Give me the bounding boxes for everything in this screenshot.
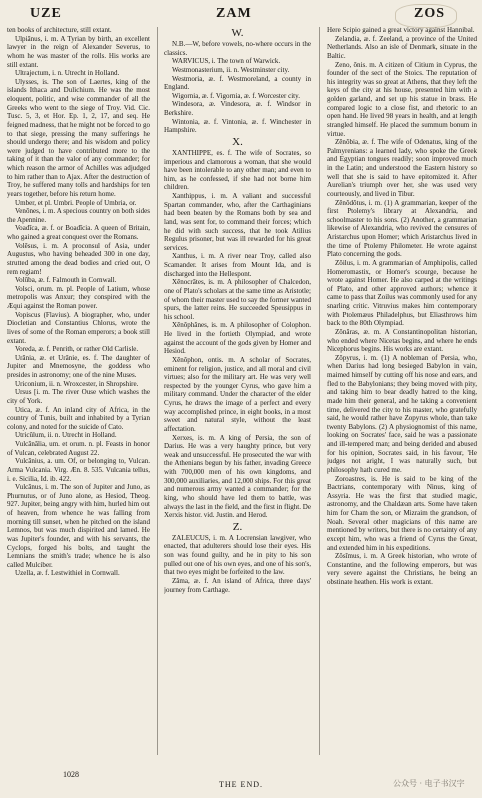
dictionary-entry: Ulpiānus, i. m. A Tyrian by birth, an excellent lawyer in the reign of Alexander Severus, to whom he was master of the rolls. His works are still extant. bbox=[7, 34, 150, 69]
library-stamp bbox=[395, 4, 457, 28]
dictionary-entry: Zōnăras, æ. m. A Constantinopolitan historian, who ended where Nicetas begins, and where he ends Nicephorus begins. His works are extant. bbox=[327, 327, 477, 354]
column-2 bbox=[164, 26, 311, 766]
dictionary-entry: Zōpyrus, i. m. (1) A nobleman of Persia, who, when Darius had long besieged Babylon in vain, maimed himself by cutting off his nose and ears, and fled to the Babylonians; they being moved with pity, and taking him to bear deadly hatred to the king, made him their general, and he taking a convenient time, delivered the city to his master, who gratefully said, he would rather have Zopyrus whole, than take twenty Babylons. (2) A physiognomist of this name, looking on Socrates' face, said he was a passionate and ill-tempered man; and being derided and abused for his opinion, Socrates said, in his favour, 'He judges not aright, I was naturally such, but philosophy hath cured me. bbox=[327, 353, 477, 474]
dictionary-entry: Venōnes, i. m. A specious country on both sides the Apennine. bbox=[7, 207, 150, 224]
dictionary-entry: Voadīca, æ. f. or Boadīcia. A queen of Britain, who gained a great conquest over the Romans. bbox=[7, 224, 150, 241]
dictionary-entry: Volsci, orum. m. pl. People of Latium, whose metropolis was Anxur; they conspired with the Æqui against the Roman power. bbox=[7, 284, 150, 310]
dictionary-entry: N.B.—W, before vowels, no-where occurs in the classics. bbox=[164, 40, 311, 57]
column-divider-2 bbox=[319, 27, 320, 755]
dictionary-entry: Xanthippus, i. m. A valiant and successful Spartan commander, who, after the Carthaginians had been beaten by the Romans both by sea and land, was sent for, to command their forces; which he did with such success, that he took Atilius Regulus prisoner, but was ill rewarded for his great services. bbox=[164, 192, 311, 252]
dictionary-entry: Utica, æ. f. An inland city of Africa, in the country of Tunis, built and inhabited by a Tyrian colony, and noted for the suicide of Cato. bbox=[7, 405, 150, 431]
header-left: UZE bbox=[30, 6, 62, 21]
dictionary-entry: Zōsĭmus, i. m. A Greek historian, who wrote of Constantine, and the following emperors, but was very severe against the Christians, he being an obstinate heathen. His work is extant. bbox=[327, 552, 477, 586]
dictionary-entry: Ultrajectum, i. n. Utrecht in Holland. bbox=[15, 69, 120, 78]
dictionary-entry: Xēnŏphănes, is. m. A philosopher of Colophon. He lived in the fortieth Olympiad, and wrote against the account of the gods given by Homer and Hesiod. bbox=[164, 321, 311, 356]
dictionary-entry: Xēnocrātes, is. m. A philosopher of Chalcedon, one of Plato's scholars at the same time as Aristotle; of whom their master used to say the former wanted spurs, the latter reins. He succeeded Speusippus in his school. bbox=[164, 278, 311, 321]
dictionary-entry: Zăma, æ. f. An island of Africa, three days' journey from Carthage. bbox=[164, 576, 311, 594]
dictionary-entry: Volūba, æ. f. Falmouth in Cornwall. bbox=[15, 276, 117, 285]
dictionary-entry: Xanthus, i. m. A river near Troy, called also Scamander. It arises from Mount Ida, and is discharged into the Hellespont. bbox=[164, 252, 311, 278]
dictionary-entry: Xerxes, is. m. A king of Persia, the son of Darius. He was a very haughty prince, but very weak and unsuccessful. He prosecuted the war with the Athenians begun by his father, invading Greece with 700,000 men of his own kingdoms, and 300,000 auxiliaries, and 12,000 ships. For this great and numerous army wanted a commander; for the king, who should have led them to battle, was always the last in the field, and the first in flight. De Xerxis histor. vid. Justin. and Herod. bbox=[164, 433, 311, 520]
dictionary-entry: Here Scipio gained a great victory against Hannibal. bbox=[327, 26, 475, 34]
page-number: 1028 bbox=[63, 770, 79, 779]
end-mark: THE END. bbox=[219, 780, 263, 789]
dictionary-entry: Volēsus, i. m. A proconsul of Asia, under Augustus, who having beheaded 300 in one day, strutted among the dead bodies and cried out, O rem regiam! bbox=[7, 241, 150, 276]
dictionary-entry: Uriconium, ii. n. Wroxcester, in Shropshire. bbox=[15, 379, 139, 388]
dictionary-entry: WARVICUS, i. The town of Warwick. bbox=[172, 57, 281, 66]
watermark-text: 公众号 · 电子书汉字 bbox=[393, 779, 465, 788]
dictionary-entry: Vopiscus (Flavius). A biographer, who, under Diocletian and Constantius Chlorus, wrote the lives of some of the Roman emperors; a book still extant. bbox=[7, 310, 150, 345]
dictionary-entry: Uzella, æ. f. Lestwithiel in Cornwall. bbox=[15, 569, 120, 578]
dictionary-entry: Voreda, æ. f. Penrith, or rather Old Carlisle. bbox=[15, 345, 139, 354]
dictionary-entry: Westmoria, æ. f. Westmoreland, a county in England. bbox=[164, 74, 311, 92]
dictionary-entry: Xēnŏphon, ontis. m. A scholar of Socrates, eminent for religion, justice, and all moral and civil virtues; also for the military art. He was very well respected by the younger Cyrus, who gave him a military command. Under the character of the elder Cyrus, he draws the image of a perfect and every way accomplished prince, in eight books, in a most sweet and natural style, without the least affectation. bbox=[164, 355, 311, 433]
dictionary-entry: Ursus [i. m. The river Ouse which washes the city of York. bbox=[7, 388, 150, 405]
header-center: ZAM bbox=[216, 6, 252, 21]
section-letter: X. bbox=[232, 135, 243, 148]
dictionary-entry: XANTHIPPE, es. f. The wife of Socrates, so imperious and clamorous a woman, that she would have been intolerable to any other man; and even to him, as he confessed, if she had not borne him children. bbox=[164, 148, 311, 192]
dictionary-entry: Vulcānius, a. um. Of, or belonging to, Vulcan. Arma Vulcania. Virg. Æn. 8. 535. Vulcania tellus, i. e. Sicilia, Id. ib. 422. bbox=[7, 457, 150, 483]
column-3 bbox=[327, 26, 477, 766]
header-right: ZOS bbox=[414, 6, 446, 21]
dictionary-entry: Windesora, æ. Vindesora, æ. f. Windsor in Berkshire. bbox=[164, 100, 311, 117]
dictionary-entry: Vulcānālia, um. et orum. n. pl. Feasts in honor of Vulcan, celebrated August 22. bbox=[7, 440, 150, 457]
dictionary-entry: Zeno, ōnis. m. A citizen of Citium in Cyprus, the founder of the sect of the Stoics. The reputation of his integrity was so great at Athens, that they left the keys of the city at his house, presented him with a golden garland, and set up his statue in brass. He compared logic to a close fist, and rhetoric to an open hand. He lived 98 years in health, and at length strangled himself. He placed the summum bonum in virtue. bbox=[327, 60, 477, 138]
section-letter: W. bbox=[231, 27, 244, 39]
dictionary-entry: Wigornia, æ. f. Vigornia, æ. f. Worcester city. bbox=[172, 91, 300, 100]
dictionary-entry: Zōilus, i. m. A grammarian of Amphipolis, called Homeromastix, or Homer's scourge, because he wrote against Homer. He also carped at the writings of Plato, and other approved authors; whence it came to pass that Zoilus was commonly used for any snarling critic. Vitruvius makes him contemporary with Ptolemæus Philadelphus, but Eliasthrows him back to the 80th Olympiad. bbox=[327, 258, 477, 328]
column-divider-1 bbox=[157, 27, 158, 755]
section-letter: Z. bbox=[232, 520, 243, 533]
dictionary-entry: Zoroastres, is. He is said to be king of the Bactrians, contemporary with Ninus, king of Assyria. He was the first that studied magic, astronomy, and the Chaldæan arts. Some have taken him for Cham the son, or Mizraim the grandson, of Noah. Several other magicians of this name are mentioned by writers, but there is no certainty of any except him, who was a friend of Cyrus the Great, and extended him in his expeditions. bbox=[327, 474, 477, 552]
dictionary-entry: Westmonasterium, ii. n. Westminster city. bbox=[172, 65, 290, 74]
column-1 bbox=[7, 26, 150, 766]
dictionary-entry: ZALEUCUS, i. m. A Locrensian lawgiver, who enacted, that adulterers should lose their eyes. His son was found guilty, and he in pity to his son pulled out one of his own eyes, and one of his son's, that two eyes might be forfeited to the law. bbox=[164, 533, 311, 577]
dictionary-entry: Umber, et pl. Umbri. People of Umbria, or. bbox=[15, 198, 137, 207]
dictionary-entry: Zēnŏbia, æ. f. The wife of Odenatus, king of the Palmyrenians: a learned lady, who spoke the Greek and Egyptian tongues readily; soon improved much in the Latin; and understood the Eastern history so well that she is said to have epitomized it. After Aurelian's triumph over her, she was used very courteously, and lived in Tibur. bbox=[327, 138, 477, 198]
dictionary-entry: Zēnŏdŏtus, i. m. (1) A grammarian, keeper of the first Ptolemy's library at Alexandria, and schoolmaster to his sons. (2) Another, a grammarian likewise of Alexandria, who revived the censures of Aristarchus upon Homer; which Aristarchus lived in the time of Ptolemy Philometer. He wrote against Plato concerning the gods. bbox=[327, 198, 477, 259]
dictionary-entry: ten books of architecture, still extant. bbox=[7, 26, 112, 34]
dictionary-entry: Vulcānus, i. m. The son of Jupiter and Juno, as Phurnutus, or of Juno alone, as Hesiod, Theog. 927. Jupiter, being angry with him, hurled him out of heaven, from whence he was falling from morning till sunset, when he pitched on the island Lemnos, but was much dispirited and lamed. He was Jupiter's founder, and with his servants, the Cyclops, forged his bolts, and taught the Lemnians the smith's trade; whence he is also called Mulciber. bbox=[7, 483, 150, 569]
dictionary-entry: Urānia, æ. et Urānie, es. f. The daughter of Jupiter and Mnemosyne, the goddess who presides in astronomy; one of the nine Muses. bbox=[7, 353, 150, 379]
dictionary-entry: Wintonia, æ. f. Vintonia, æ. f. Winchester in Hampshire. bbox=[164, 117, 311, 135]
dictionary-entry: Utricŭlum, ii. n. Utrecht in Holland. bbox=[15, 431, 117, 440]
dictionary-entry: Ulysses, is. The son of Laertes, king of the islands Ithaca and Dulichium. He was the most eloquent, politic, and wise commander of all the Greeks who went to the siege of Troy. Vid. Cic. Tusc. 5, 3, et Hor. Ep. 1, 2, 17, and seq. He feigned madness, that he might not be forced to go to that siege, pressing the many sufferings he should undergo there; and his wisdom and policy were judged to have contributed more to the taking of it than the valor of any commander; for which reason the armor of Achilles was adjudged to him rather than to Ajax. After the destruction of Troy, he suffered many tolls and hardships for ten years together, before his return home. bbox=[7, 77, 150, 198]
dictionary-entry: Zelandia, æ. f. Zeeland, a province of the United Netherlands. Also an isle of Denmark, situate in the Baltic. bbox=[327, 34, 477, 60]
